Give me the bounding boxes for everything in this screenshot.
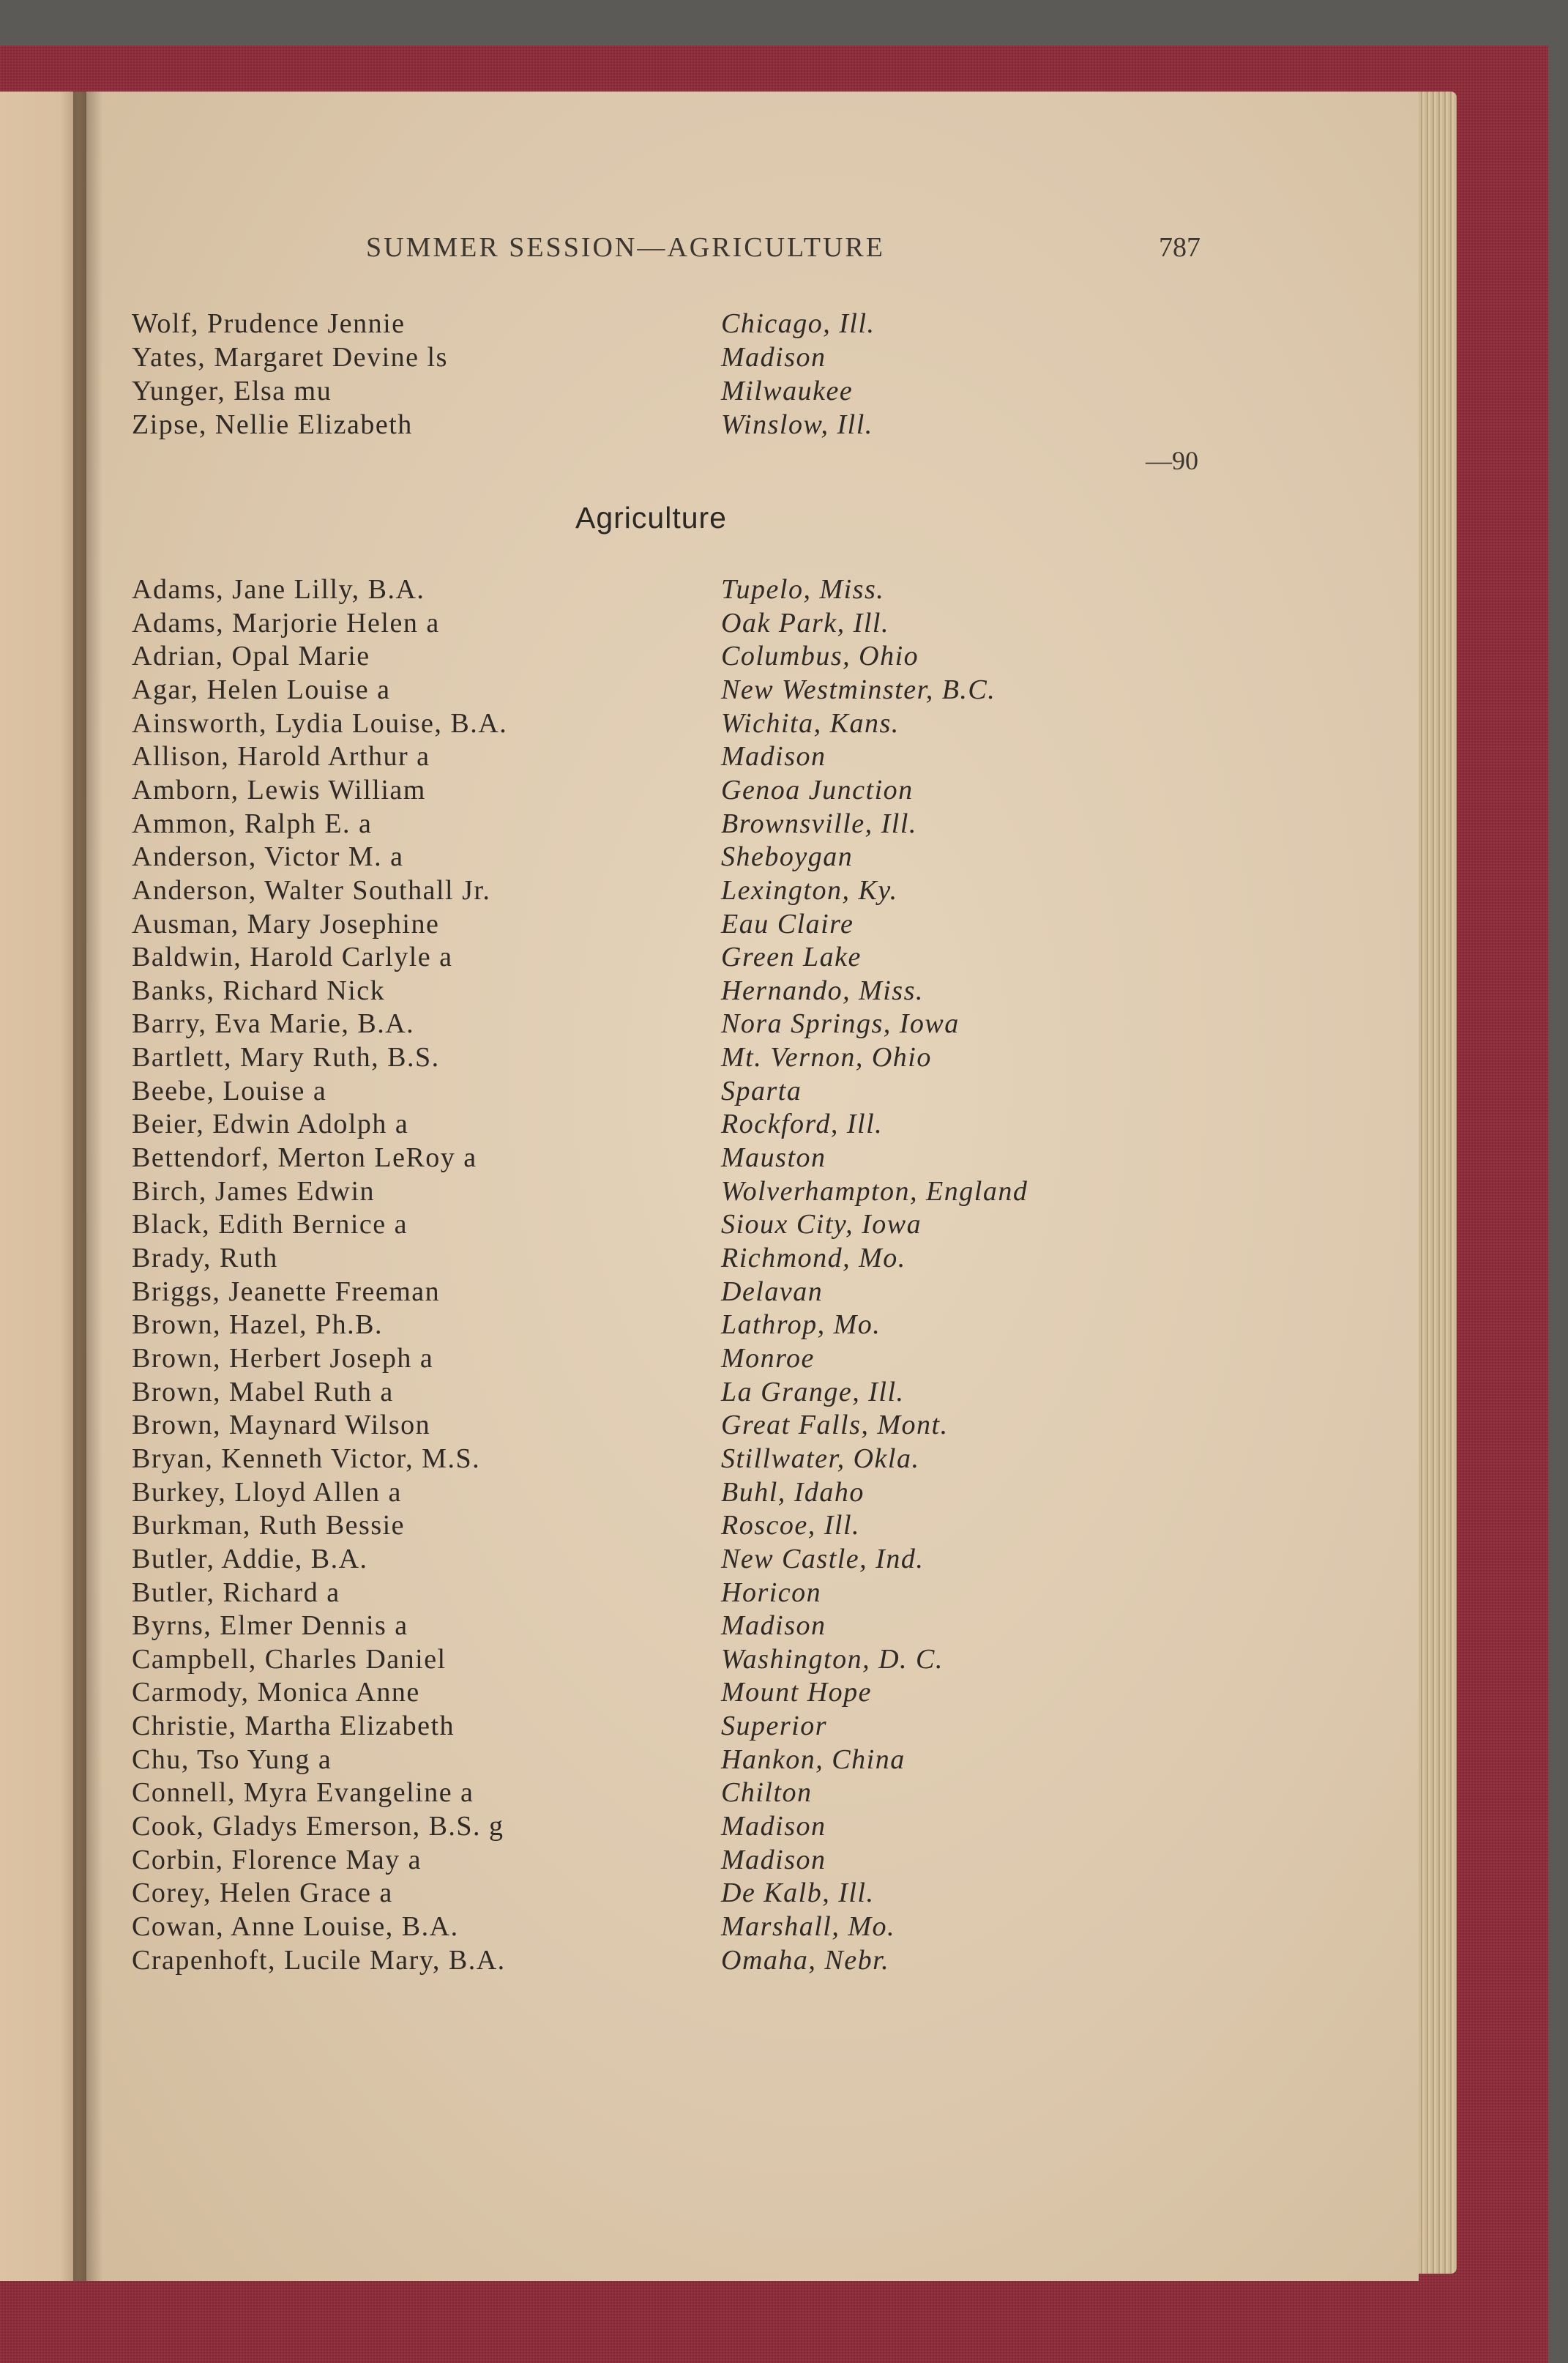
entry-place: Marshall, Mo. [721,1911,895,1942]
entry-name: Cowan, Anne Louise, B.A. [132,1911,459,1942]
entry-place: Chilton [721,1777,813,1809]
entry-name: Adams, Jane Lilly, B.A. [132,574,425,605]
entry-place: Washington, D. C. [721,1643,944,1675]
entry-name: Brady, Ruth [132,1243,278,1273]
entry-name: Banks, Richard Nick [132,975,386,1006]
entry-name: Wolf, Prudence Jennie [132,308,406,339]
entry-place: Winslow, Ill. [721,409,873,440]
entry-place: Oak Park, Ill. [721,607,889,639]
entry-place: Buhl, Idaho [721,1476,865,1508]
entry-name: Yates, Margaret Devine ls [132,342,448,373]
entry-name: Corey, Helen Grace a [132,1878,393,1909]
entry-place: Hankon, China [721,1744,906,1775]
entry-name: Adams, Marjorie Helen a [132,607,440,639]
entry-place: Madison [721,741,826,773]
entry-place: Madison [721,342,826,373]
entry-name: Amborn, Lewis William [132,774,426,805]
entry-name: Burkey, Lloyd Allen a [132,1476,402,1508]
entry-name: Crapenhoft, Lucile Mary, B.A. [132,1944,506,1976]
entry-place: Sparta [721,1075,802,1106]
entry-place: Sioux City, Iowa [721,1209,922,1240]
entry-name: Butler, Addie, B.A. [132,1543,368,1574]
entry-name: Black, Edith Bernice a [132,1209,408,1240]
page-number: 787 [1159,232,1201,263]
entry-place: Milwaukee [721,376,854,406]
entry-name: Beier, Edwin Adolph a [132,1109,409,1140]
entry-place: Roscoe, Ill. [721,1510,861,1541]
entry-name: Allison, Harold Arthur a [132,741,430,773]
entry-place: Madison [721,1844,826,1875]
section-count: —90 [1146,446,1198,475]
entry-name: Birch, James Edwin [132,1175,376,1207]
entry-name: Brown, Herbert Joseph a [132,1342,434,1374]
entry-name: Byrns, Elmer Dennis a [132,1610,408,1642]
page-edges [1413,92,1457,2274]
entry-name: Campbell, Charles Daniel [132,1643,447,1675]
entry-place: La Grange, Ill. [721,1376,905,1407]
entry-place: Wichita, Kans. [721,707,900,739]
entry-name: Bryan, Kenneth Victor, M.S. [132,1443,481,1474]
entry-name: Butler, Richard a [132,1577,340,1608]
entry-name: Christie, Martha Elizabeth [132,1711,455,1742]
entry-place: Superior [721,1711,827,1742]
entry-name: Baldwin, Harold Carlyle a [132,942,453,973]
entry-name: Briggs, Jeanette Freeman [132,1276,441,1307]
entry-place: Tupelo, Miss. [721,574,885,605]
entry-name: Ainsworth, Lydia Louise, B.A. [132,707,508,739]
entry-place: Mount Hope [721,1677,873,1708]
entry-place: Brownsville, Ill. [721,808,917,839]
entry-place: New Castle, Ind. [721,1543,925,1574]
entry-name: Barry, Eva Marie, B.A. [132,1008,415,1040]
gutter-shadow [73,92,102,2281]
entry-place: Great Falls, Mont. [721,1410,949,1441]
entry-place: Mauston [721,1142,826,1174]
entry-place: Delavan [721,1276,824,1307]
entry-name: Anderson, Walter Southall Jr. [132,874,491,906]
entry-name: Agar, Helen Louise a [132,674,391,705]
entry-place: Wolverhampton, England [721,1175,1028,1207]
entry-name: Adrian, Opal Marie [132,641,370,672]
entry-place: Nora Springs, Iowa [721,1008,960,1040]
entry-name: Bettendorf, Merton LeRoy a [132,1142,477,1174]
entry-name: Brown, Mabel Ruth a [132,1376,394,1407]
entry-place: Columbus, Ohio [721,641,919,672]
running-head: SUMMER SESSION—AGRICULTURE [366,232,885,263]
entry-name: Corbin, Florence May a [132,1844,422,1875]
entry-place: Mt. Vernon, Ohio [721,1042,932,1073]
section-title: Agriculture [575,501,727,535]
entry-name: Bartlett, Mary Ruth, B.S. [132,1042,440,1073]
entry-place: De Kalb, Ill. [721,1878,875,1909]
entry-name: Connell, Myra Evangeline a [132,1777,474,1809]
entry-place: Stillwater, Okla. [721,1443,920,1474]
entry-place: Genoa Junction [721,774,914,805]
entry-place: Rockford, Ill. [721,1109,884,1140]
entry-place: Madison [721,1811,826,1842]
entry-name: Beebe, Louise a [132,1075,327,1106]
entry-place: Horicon [721,1577,822,1608]
entry-name: Yunger, Elsa mu [132,376,332,406]
entry-name: Brown, Hazel, Ph.B. [132,1309,384,1341]
entry-place: New Westminster, B.C. [721,674,996,705]
entry-place: Chicago, Ill. [721,308,876,339]
entry-place: Lathrop, Mo. [721,1309,881,1341]
entry-place: Eau Claire [721,908,854,939]
entry-name: Anderson, Victor M. a [132,841,404,873]
entry-name: Brown, Maynard Wilson [132,1410,431,1441]
entry-name: Zipse, Nellie Elizabeth [132,409,413,440]
entry-place: Lexington, Ky. [721,874,898,906]
entry-place: Sheboygan [721,841,854,873]
entry-name: Ausman, Mary Josephine [132,908,440,939]
entry-name: Chu, Tso Yung a [132,1744,332,1775]
entry-place: Omaha, Nebr. [721,1944,890,1976]
entry-name: Cook, Gladys Emerson, B.S. g [132,1811,504,1842]
entry-name: Burkman, Ruth Bessie [132,1510,406,1541]
entry-name: Ammon, Ralph E. a [132,808,373,839]
entry-place: Richmond, Mo. [721,1243,906,1273]
entry-place: Monroe [721,1342,815,1374]
entry-place: Hernando, Miss. [721,975,924,1006]
entry-name: Carmody, Monica Anne [132,1677,420,1708]
entry-place: Green Lake [721,942,862,973]
entry-place: Madison [721,1610,826,1642]
